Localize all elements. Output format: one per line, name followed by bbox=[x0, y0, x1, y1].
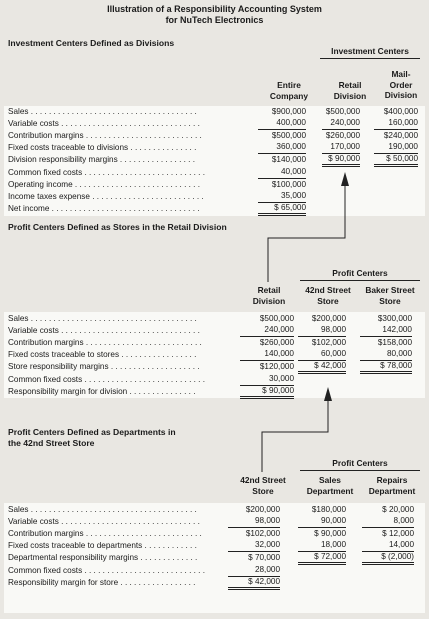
col-header-line: Division bbox=[252, 295, 286, 306]
col-header-line: Baker Street bbox=[365, 285, 415, 295]
col-header-line: Department bbox=[368, 485, 416, 496]
row-value: 142,000 bbox=[360, 325, 412, 337]
row-value: $ 65,000 bbox=[258, 203, 306, 216]
row-label: Departmental responsibility margins . . . . . . . . . . . . . bbox=[8, 553, 198, 563]
page-title-line-1: Illustration of a Responsibility Accounting System bbox=[107, 4, 322, 14]
row-label: Income taxes expense . . . . . . . . . . . . . . . . . . . . . . . . . bbox=[8, 191, 204, 201]
row-value: 8,000 bbox=[362, 516, 414, 528]
row-value: $ 42,000 bbox=[298, 361, 346, 374]
row-value: $ 70,000 bbox=[248, 553, 280, 563]
row-value: 35,000 bbox=[258, 191, 306, 203]
row-value: $500,000 bbox=[271, 131, 306, 141]
row-value: $ 90,000 bbox=[314, 529, 346, 539]
section-departments-group-header: Profit Centers bbox=[300, 458, 420, 471]
row-value: 40,000 bbox=[258, 167, 306, 179]
row-value: $200,000 bbox=[245, 505, 280, 514]
col-header-line: Division bbox=[333, 90, 367, 101]
table-row bbox=[0, 516, 429, 528]
row-label: Store responsibility margins . . . . . . . . . . . . . . . . . . . . bbox=[8, 362, 200, 372]
row-value: $ (2,000) bbox=[362, 552, 414, 565]
row-value: 240,000 bbox=[240, 325, 294, 337]
row-value: $ 12,000 bbox=[382, 529, 414, 539]
row-value: $ 42,000 bbox=[228, 577, 280, 590]
row-value: $500,000 bbox=[259, 314, 294, 323]
table-row bbox=[0, 118, 429, 130]
row-value: $100,000 bbox=[271, 179, 306, 189]
row-value: $120,000 bbox=[259, 362, 294, 372]
table-row bbox=[0, 325, 429, 337]
table-row bbox=[0, 106, 429, 118]
row-value: 190,000 bbox=[374, 142, 418, 154]
col-header-line: Entire bbox=[277, 80, 301, 90]
table-row bbox=[0, 142, 429, 154]
row-value: $ 90,000 bbox=[322, 154, 360, 167]
row-label: Common fixed costs . . . . . . . . . . . . . . . . . . . . . . . . . . . bbox=[8, 167, 206, 177]
row-label: Variable costs . . . . . . . . . . . . . . . . . . . . . . . . . . . . . . . bbox=[8, 119, 200, 129]
section-divisions-title: Investment Centers Defined as Divisions bbox=[8, 38, 175, 48]
col-header-line: Division bbox=[384, 90, 418, 100]
row-value: 60,000 bbox=[298, 349, 346, 361]
table-row bbox=[0, 167, 429, 179]
row-label: Net income . . . . . . . . . . . . . . . . . . . . . . . . . . . . . . . . . bbox=[8, 203, 200, 213]
section-title-line: Profit Centers Defined as Departments in bbox=[8, 427, 176, 437]
row-value: 28,000 bbox=[228, 565, 280, 577]
table-row bbox=[0, 528, 429, 540]
section-title-line: the 42nd Street Store bbox=[8, 437, 95, 448]
row-value: $500,000 bbox=[325, 107, 360, 116]
row-value: $400,000 bbox=[383, 107, 418, 116]
row-value: 140,000 bbox=[240, 349, 294, 361]
row-value: 400,000 bbox=[258, 118, 306, 130]
table-row bbox=[0, 154, 429, 166]
row-label: Responsibility margin for division . . . . . . . . . . . . . . . bbox=[8, 386, 196, 396]
row-label: Fixed costs traceable to stores . . . . . . . . . . . . . . . . . bbox=[8, 350, 197, 360]
section-stores-group-header: Profit Centers bbox=[300, 268, 420, 281]
table-row bbox=[0, 337, 429, 349]
row-label: Fixed costs traceable to divisions . . . . . . . . . . . . . . . bbox=[8, 143, 197, 153]
row-value: $240,000 bbox=[383, 131, 418, 141]
row-label: Contribution margins . . . . . . . . . . . . . . . . . . . . . . . . . . bbox=[8, 338, 202, 348]
page-title-line-2: for NuTech Electronics bbox=[165, 15, 264, 25]
row-label: Sales . . . . . . . . . . . . . . . . . . . . . . . . . . . . . . . . . . . . . bbox=[8, 505, 197, 514]
row-value: $ 90,000 bbox=[240, 386, 294, 399]
row-value: $ 20,000 bbox=[382, 505, 414, 514]
row-value: $ 50,000 bbox=[374, 154, 418, 167]
col-header-line: 42nd Street bbox=[305, 285, 351, 295]
table-row bbox=[0, 374, 429, 386]
row-value: 90,000 bbox=[298, 516, 346, 528]
row-value: 30,000 bbox=[240, 374, 294, 386]
table-row bbox=[0, 191, 429, 203]
col-header-line: Store bbox=[252, 485, 274, 496]
row-value: $102,000 bbox=[311, 338, 346, 348]
row-label: Sales . . . . . . . . . . . . . . . . . . . . . . . . . . . . . . . . . . . . . bbox=[8, 107, 197, 116]
row-value: 98,000 bbox=[228, 516, 280, 528]
col-header-line: Repairs bbox=[376, 475, 408, 485]
table-row bbox=[0, 179, 429, 191]
table-row bbox=[0, 349, 429, 361]
row-label: Contribution margins . . . . . . . . . . . . . . . . . . . . . . . . . . bbox=[8, 529, 202, 539]
row-label: Variable costs . . . . . . . . . . . . . . . . . . . . . . . . . . . . . . . bbox=[8, 517, 200, 527]
table-row bbox=[0, 540, 429, 552]
table-row bbox=[0, 565, 429, 577]
row-value: $ 78,000 bbox=[360, 361, 412, 374]
row-value: 80,000 bbox=[360, 349, 412, 361]
connector-line-42nd-street bbox=[262, 398, 328, 472]
section-divisions-group-header: Investment Centers bbox=[320, 46, 420, 59]
row-value: 240,000 bbox=[322, 118, 360, 130]
row-value: 14,000 bbox=[362, 540, 414, 552]
row-value: $140,000 bbox=[271, 155, 306, 165]
table-row bbox=[0, 552, 429, 564]
row-value: $200,000 bbox=[311, 314, 346, 323]
row-value: 170,000 bbox=[322, 142, 360, 154]
row-label: Responsibility margin for store . . . . . . . . . . . . . . . . . bbox=[8, 577, 196, 587]
section-stores-title: Profit Centers Defined as Stores in the Retail Division bbox=[8, 222, 227, 232]
table-row bbox=[0, 577, 429, 589]
col-header-line: Department bbox=[306, 485, 354, 496]
row-value: $900,000 bbox=[271, 107, 306, 116]
row-value: $ 72,000 bbox=[298, 552, 346, 565]
row-value: 18,000 bbox=[298, 540, 346, 552]
row-label: Sales . . . . . . . . . . . . . . . . . . . . . . . . . . . . . . . . . . . . . bbox=[8, 314, 197, 323]
col-header-line: Retail bbox=[257, 285, 281, 295]
row-label: Fixed costs traceable to departments . . . . . . . . . . . . bbox=[8, 541, 197, 551]
row-value: 360,000 bbox=[258, 142, 306, 154]
row-value: $180,000 bbox=[311, 505, 346, 514]
col-header-line: Store bbox=[379, 295, 401, 306]
row-value: 98,000 bbox=[298, 325, 346, 337]
row-value: 160,000 bbox=[374, 118, 418, 130]
row-label: Common fixed costs . . . . . . . . . . . . . . . . . . . . . . . . . . . bbox=[8, 374, 206, 384]
col-header-line: Sales bbox=[319, 475, 341, 485]
table-row bbox=[0, 130, 429, 142]
col-header-line: 42nd Street bbox=[240, 475, 286, 485]
table-row bbox=[0, 203, 429, 215]
table-row bbox=[0, 504, 429, 516]
row-label: Contribution margins . . . . . . . . . . . . . . . . . . . . . . . . . . bbox=[8, 131, 202, 141]
col-header-line: Store bbox=[317, 295, 339, 306]
row-value: $260,000 bbox=[259, 338, 294, 348]
col-header-line: Order bbox=[389, 79, 413, 90]
table-row bbox=[0, 361, 429, 373]
row-value: $102,000 bbox=[245, 529, 280, 539]
col-header-line: Mail- bbox=[391, 69, 411, 79]
row-value: $300,000 bbox=[377, 314, 412, 323]
table-row bbox=[0, 386, 429, 398]
row-label: Common fixed costs . . . . . . . . . . . . . . . . . . . . . . . . . . . bbox=[8, 565, 206, 575]
row-value: 32,000 bbox=[228, 540, 280, 552]
row-value: $158,000 bbox=[377, 338, 412, 348]
row-label: Division responsibility margins . . . . . . . . . . . . . . . . . bbox=[8, 155, 196, 165]
row-label: Operating income . . . . . . . . . . . . . . . . . . . . . . . . . . . . bbox=[8, 179, 201, 189]
row-value: $260,000 bbox=[325, 131, 360, 141]
table-row bbox=[0, 313, 429, 325]
row-label: Variable costs . . . . . . . . . . . . . . . . . . . . . . . . . . . . . . . bbox=[8, 326, 200, 336]
col-header-line: Retail bbox=[338, 80, 362, 90]
col-header-line: Company bbox=[269, 90, 309, 101]
